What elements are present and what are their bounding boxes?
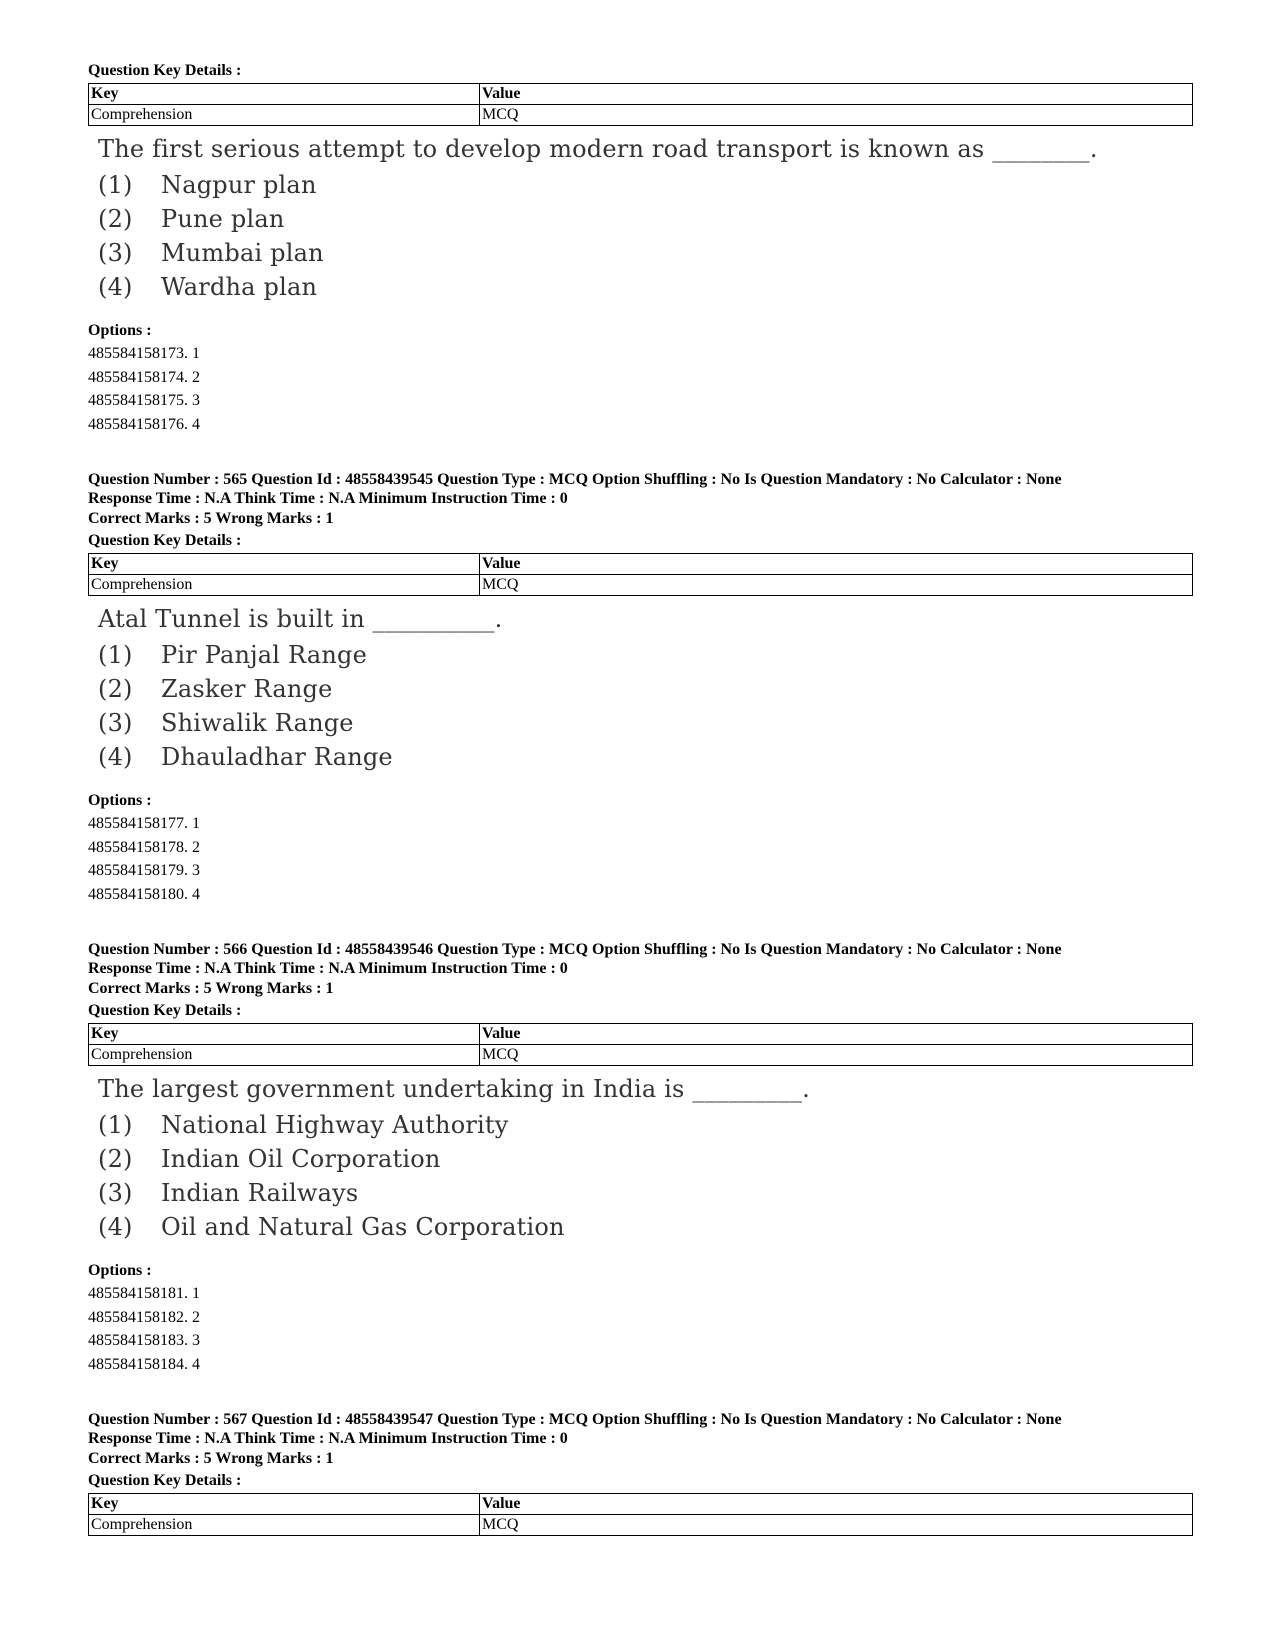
question-meta-line: Question Number : 566 Question Id : 48558439546 Question Type : MCQ Option Shuffling : No Is Question Mandatory : No Calculator : None (88, 941, 1062, 958)
choice-number: (2) (98, 675, 133, 703)
option-item: 485584158175. 3 (88, 392, 200, 409)
question-choice (98, 1176, 1193, 1210)
question-header (88, 470, 1193, 508)
option-item: 485584158176. 4 (88, 415, 200, 433)
option-item: 485584158180. 4 (88, 885, 200, 903)
choice-number: (1) (98, 171, 133, 199)
question-header (88, 1410, 1193, 1448)
question-choice (98, 1210, 1193, 1244)
table-row (89, 105, 1193, 126)
table-header-key: Key (89, 1494, 480, 1515)
key-details-label: Question Key Details : (88, 1002, 242, 1019)
question-timing-line: Response Time : N.A Think Time : N.A Minimum Instruction Time : 0 (88, 1430, 568, 1447)
table-cell-value: MCQ (480, 105, 1193, 126)
choice-text: Pir Panjal Range (161, 641, 367, 669)
question-stem: The largest government undertaking in India is _________. (98, 1075, 811, 1103)
choice-number: (4) (98, 273, 133, 301)
question-image (98, 604, 1193, 774)
table-row (89, 1515, 1193, 1536)
question-choice (98, 638, 1193, 672)
table-cell-key: Comprehension (89, 575, 480, 596)
question-block-564 (88, 60, 1193, 436)
choice-text: Indian Railways (161, 1179, 359, 1207)
choice-number: (3) (98, 239, 133, 267)
choice-text: Mumbai plan (161, 239, 324, 267)
choice-text: Shiwalik Range (161, 709, 354, 737)
question-block-567 (88, 1410, 1193, 1536)
option-item: 485584158179. 3 (88, 862, 200, 879)
table-cell-key: Comprehension (89, 1515, 480, 1536)
table-row (89, 575, 1193, 596)
choice-text: Pune plan (161, 205, 285, 233)
choice-number: (3) (98, 1179, 133, 1207)
question-block-565 (88, 470, 1193, 906)
table-cell-value: MCQ (480, 1045, 1193, 1066)
choice-text: Dhauladhar Range (161, 743, 393, 771)
question-choice (98, 1108, 1193, 1142)
document-page (88, 60, 1193, 1536)
question-choice (98, 1142, 1193, 1176)
question-choice (98, 270, 1193, 304)
choice-text: Indian Oil Corporation (161, 1145, 441, 1173)
table-row (89, 1045, 1193, 1066)
choice-text: Wardha plan (161, 273, 318, 301)
key-details-label: Question Key Details : (88, 62, 242, 79)
question-block-566 (88, 940, 1193, 1376)
choice-text: National Highway Authority (161, 1111, 509, 1139)
table-cell-key: Comprehension (89, 105, 480, 126)
question-image (98, 1074, 1193, 1244)
key-details-table (88, 83, 1193, 126)
option-item: 485584158181. 1 (88, 1285, 200, 1302)
key-details-label: Question Key Details : (88, 1472, 242, 1489)
question-stem: The first serious attempt to develop modern road transport is known as ________. (98, 135, 1098, 163)
marks-line: Correct Marks : 5 Wrong Marks : 1 (88, 980, 334, 997)
table-header-row (89, 1024, 1193, 1045)
choice-text: Nagpur plan (161, 171, 317, 199)
choice-number: (2) (98, 205, 133, 233)
choice-text: Zasker Range (161, 675, 333, 703)
table-header-value: Value (480, 1494, 1193, 1515)
option-item: 485584158178. 2 (88, 838, 200, 856)
question-timing-line: Response Time : N.A Think Time : N.A Minimum Instruction Time : 0 (88, 490, 568, 507)
choice-number: (2) (98, 1145, 133, 1173)
question-choice (98, 740, 1193, 774)
question-meta-line: Question Number : 567 Question Id : 48558439547 Question Type : MCQ Option Shuffling : No Is Question Mandatory : No Calculator : None (88, 1411, 1062, 1428)
option-item: 485584158174. 2 (88, 368, 200, 386)
choice-number: (1) (98, 641, 133, 669)
table-header-value: Value (480, 84, 1193, 105)
option-item: 485584158177. 1 (88, 815, 200, 832)
table-cell-value: MCQ (480, 1515, 1193, 1536)
table-header-row (89, 84, 1193, 105)
question-stem: Atal Tunnel is built in __________. (98, 605, 503, 633)
key-details-table (88, 1023, 1193, 1066)
marks-line: Correct Marks : 5 Wrong Marks : 1 (88, 1450, 334, 1467)
marks-line: Correct Marks : 5 Wrong Marks : 1 (88, 510, 334, 527)
choice-number: (4) (98, 743, 133, 771)
choice-number: (4) (98, 1213, 133, 1241)
question-choice (98, 236, 1193, 270)
question-choice (98, 202, 1193, 236)
choice-number: (3) (98, 709, 133, 737)
key-details-table (88, 1493, 1193, 1536)
choice-number: (1) (98, 1111, 133, 1139)
options-label: Options : (88, 792, 152, 809)
option-item: 485584158173. 1 (88, 345, 200, 362)
table-header-value: Value (480, 554, 1193, 575)
choice-text: Oil and Natural Gas Corporation (161, 1213, 565, 1241)
table-cell-key: Comprehension (89, 1045, 480, 1066)
option-item: 485584158183. 3 (88, 1332, 200, 1349)
question-choice (98, 706, 1193, 740)
question-choice (98, 672, 1193, 706)
question-meta-line: Question Number : 565 Question Id : 48558439545 Question Type : MCQ Option Shuffling : No Is Question Mandatory : No Calculator : None (88, 471, 1062, 488)
table-header-key: Key (89, 1024, 480, 1045)
options-label: Options : (88, 322, 152, 339)
question-header (88, 940, 1193, 978)
question-choice (98, 168, 1193, 202)
key-details-label: Question Key Details : (88, 532, 242, 549)
option-item: 485584158184. 4 (88, 1355, 200, 1373)
question-image (98, 134, 1193, 304)
option-item: 485584158182. 2 (88, 1308, 200, 1326)
options-label: Options : (88, 1262, 152, 1279)
table-header-row (89, 554, 1193, 575)
table-header-key: Key (89, 554, 480, 575)
table-header-row (89, 1494, 1193, 1515)
question-timing-line: Response Time : N.A Think Time : N.A Minimum Instruction Time : 0 (88, 960, 568, 977)
table-header-value: Value (480, 1024, 1193, 1045)
key-details-table (88, 553, 1193, 596)
table-cell-value: MCQ (480, 575, 1193, 596)
table-header-key: Key (89, 84, 480, 105)
